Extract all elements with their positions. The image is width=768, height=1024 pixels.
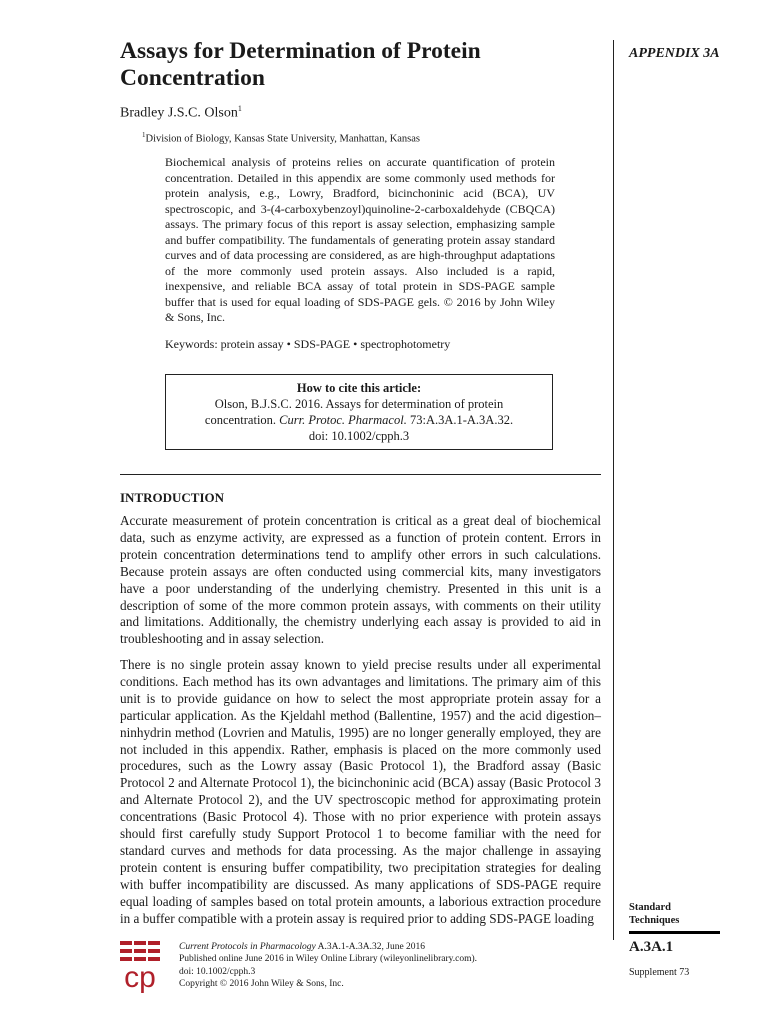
column-divider [613,40,614,940]
footer-pages: A.3A.1-A.3A.32, June 2016 [317,942,426,952]
citation-journal: Curr. Protoc. Pharmacol. [279,413,407,427]
body-paragraph: There is no single protein assay known to yield precise results under all experimental conditions. Each method has its own advantages and limitations. The primary aim of this unit is to provide guidance on how to select the most appropriate protein assay for a particular application. As the Kjeldahl method (Ballentine, 1957) and the acid digestion–ninhydrin method (Lovrien and Matulis, 1995) are no longer generally employed, they are not included in this appendix. Rather, emphasis is placed on the more commonly used procedures, such as the Lowry assay (Basic Protocol 1), the Bradford assay (Basic Protocol 2 and Alternate Protocol 1), the bicinchoninic acid (BCA) assay (Basic Protocol 3 and Alternate Protocol 2), and the UV spectroscopic method for approximating protein concentrations (Basic Protocol 4). Those with no prior experience with protein assays should first carefully study Support Protocol 1 to become familiar with the need for standard curves and methods for data processing. As the major challenge in assaying protein content is ensuring buffer compatibility, two precipitation strategies for dealing with buffer incompatibility are discussed. As many applications of SDS-PAGE require equal loading of samples based on total protein amounts, a laborious extraction procedure in a buffer compatible with a protein assay is required prior to adding SDS-PAGE loading [120,657,601,926]
keyword: spectrophotometry [360,337,451,351]
section-label-line: Techniques [629,915,680,926]
citation-line-1: Olson, B.J.S.C. 2016. Assays for determination of protein [214,397,504,411]
section-heading: INTRODUCTION [120,490,225,505]
affiliation-line [142,131,420,145]
supplement-label: Supplement 73 [629,967,690,978]
keyword-separator: • [353,337,358,351]
citation-box [165,374,553,450]
citation-line-2 [166,412,552,428]
article-title: Assays for Determination of Protein Concentration [120,38,481,91]
keywords [165,337,450,352]
section-label [629,901,679,927]
citation-doi: doi: 10.1002/cpph.3 [308,429,410,443]
citation-heading: How to cite this article: [296,381,422,395]
cp-logo [120,941,160,996]
footer-published: Published online June 2016 in Wiley Online Library (wileyonlinelibrary.com). [179,954,478,965]
section-divider [120,474,601,475]
affiliation-mark: 1 [142,131,146,139]
keyword-separator: • [286,337,291,351]
footer-journal-line [179,941,477,953]
footer-doi: doi: 10.1002/cpph.3 [179,966,256,977]
logo-text: cp [124,961,156,994]
section-label-line: Standard [629,902,672,913]
keyword: SDS-PAGE [293,337,351,351]
footer [179,941,477,990]
page-id: A.3A.1 [629,939,674,955]
footer-journal: Current Protocols in Pharmacology [179,942,316,952]
author-mark: 1 [237,104,242,113]
keywords-label: Keywords: [165,337,218,351]
author-line [120,104,242,122]
section-bar [629,931,720,934]
footer-copyright: Copyright © 2016 John Wiley & Sons, Inc. [179,978,344,989]
citation-pages: 73:A.3A.1-A.3A.32. [409,413,514,427]
appendix-label: APPENDIX 3A [629,46,720,61]
keyword: protein assay [220,337,284,351]
body-paragraph: Accurate measurement of protein concentration is critical as a great deal of biochemical data, such as enzyme activity, are expressed as a function of protein content. Errors in protein concentration determinations tend to amplify other errors in such calculations. Because protein assays are often conducted using commercial kits, many investigators have a poor understanding of the underlying chemistry. Presented in this unit is a description of some of the more common protein assays, with comments on their utility and limitations. Additionally, the chemistry underlying each assay is provided to aid in troubleshooting and in assay selection. [120,513,601,647]
logo-bars [120,941,160,961]
author-name: Bradley J.S.C. Olson [120,105,238,121]
affiliation: Division of Biology, Kansas State University, Manhattan, Kansas [145,133,421,145]
citation-text: concentration. [204,413,277,427]
abstract: Biochemical analysis of proteins relies on accurate quantification of protein concentration. Detailed in this appendix are some commonly used methods for protein analysis, e.g., Lowry, Bradford, bicinchoninic acid (BCA), UV spectroscopic, and 3-(4-carboxybenzoyl)quinoline-2-carboxaldehyde (CBQCA) assays. The primary focus of this report is assay selection, emphasizing sample and buffer compatibility. The fundamentals of generating protein assay standard curves and of data processing are considered, as are high-throughput adaptations of the more commonly used protein assays. Also included is a rapid, inexpensive, and reliable BCA assay of total protein in SDS-PAGE sample buffer that is used for equal loading of SDS-PAGE gels. © 2016 by John Wiley & Sons, Inc. [165,155,555,324]
